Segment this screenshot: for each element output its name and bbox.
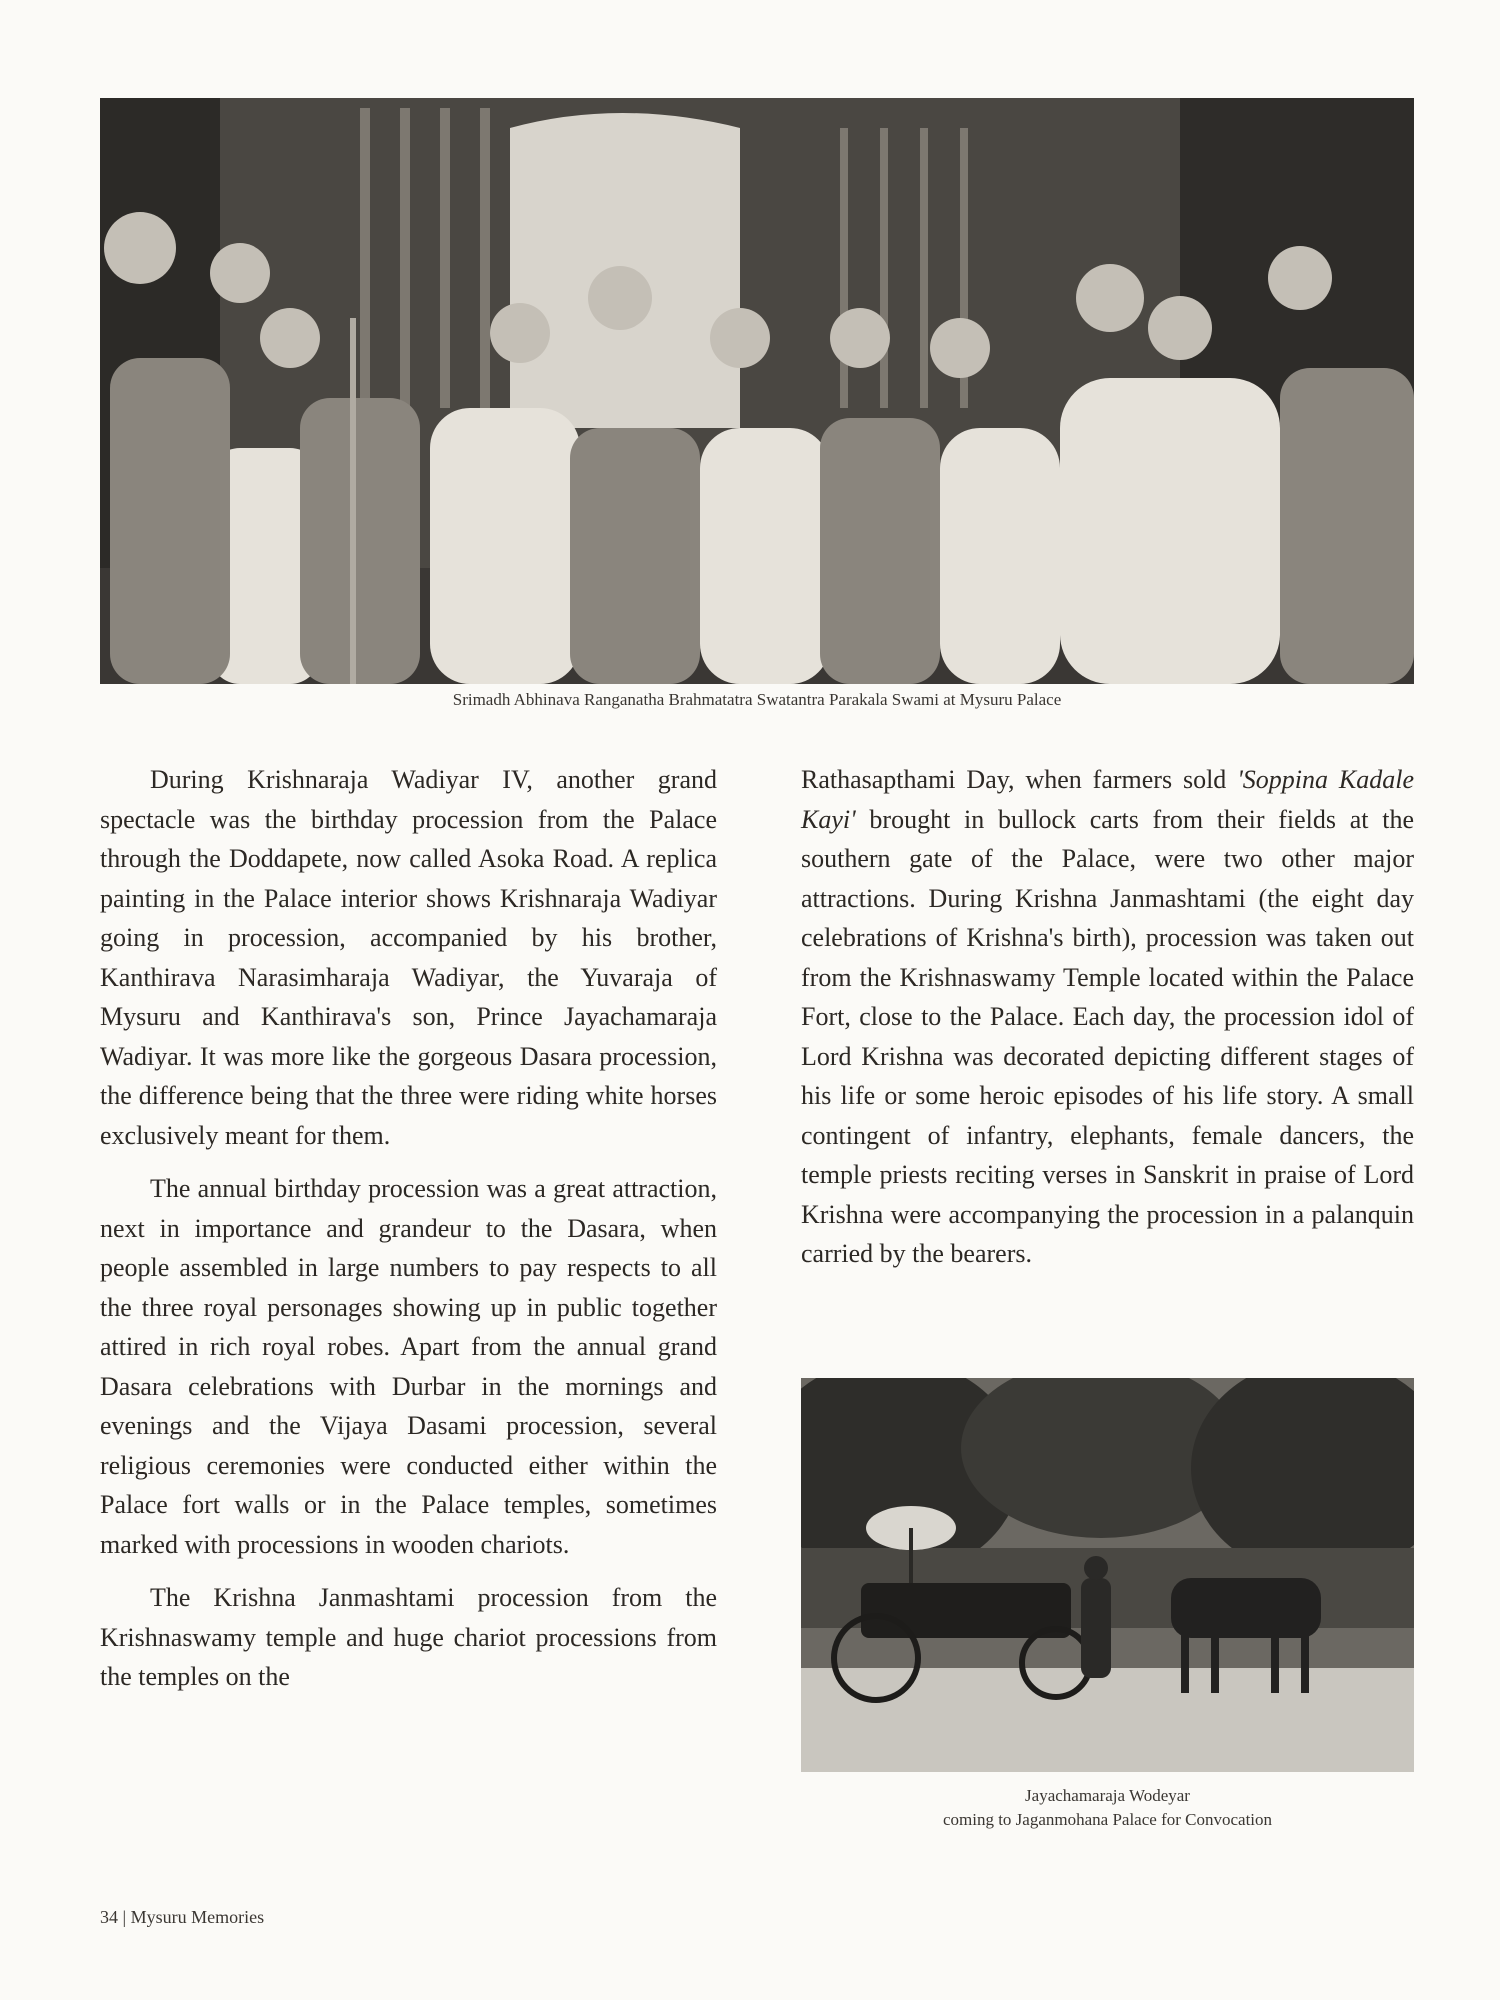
- procession-photo: [100, 98, 1414, 684]
- paragraph-rathasapthami: [801, 760, 1414, 1274]
- left-text-column: [100, 760, 717, 1711]
- paragraph-birthday-procession: During Krishnaraja Wadiyar IV, another grand spectacle was the birthday procession from the Palace through the Doddapete, now called Asoka Road. A replica painting in the Palace interior shows Krishnaraja Wadiyar going in procession, accompanied by his brother, Kanthirava Narasimharaja Wadiyar, the Yuvaraja of Mysuru and Kanthirava's son, Prince Jayachamaraja Wadiyar. It was more like the gorgeous Dasara procession, the difference being that the three were riding white horses exclusively meant for them.: [100, 765, 717, 1150]
- carriage-photo-illustration: [801, 1378, 1414, 1772]
- paragraph-annual-procession: The annual birthday procession was a great attraction, next in importance and grandeur to the Dasara, when people assembled in large numbers to pay respects to all the three royal personages showing up in public together attired in rich royal robes. Apart from the annual grand Dasara celebrations with Durbar in the mornings and evenings and the Vijaya Dasami procession, several religious ceremonies were conducted either within the Palace fort walls or in the Palace temples, sometimes marked with processions in wooden chariots.: [100, 1174, 717, 1559]
- paragraph-janmashtami-procession: The Krishna Janmashtami procession from the Krishnaswamy temple and huge chariot processions from the temples on the: [100, 1583, 717, 1691]
- rathasapthami-text-start: Rathasapthami Day, when farmers sold: [801, 765, 1238, 794]
- page-footer: 34 | Mysuru Memories: [100, 1907, 265, 1927]
- procession-photo-caption: Srimadh Abhinava Ranganatha Brahmatatra Swatantra Parakala Swami at Mysuru Palace: [452, 690, 1062, 709]
- soppina-kadale-kayi-term: 'Soppina Kadale Kayi': [801, 765, 1414, 834]
- rathasapthami-text-end: brought in bullock carts from their fields at the southern gate of the Palace, were two other major attractions. During Krishna Janmashtami (the eight day celebrations of Krishna's birth), procession was taken out from the Krishnaswamy Temple located within the Palace Fort, close to the Palace. Each day, the procession idol of Lord Krishna was decorated depicting different stages of his life or some heroic episodes of his life story. A small contingent of infantry, elephants, female dancers, the temple priests reciting verses in Sanskrit in praise of Lord Krishna were accompanying the procession in a palanquin carried by the bearers.: [801, 804, 1414, 1268]
- carriage-photo-caption: [801, 1784, 1414, 1832]
- procession-photo-illustration: [100, 98, 1414, 684]
- carriage-caption-line-2: coming to Jaganmohana Palace for Convocation: [942, 1810, 1273, 1829]
- right-text-column: [801, 760, 1414, 1288]
- carriage-photo: [801, 1378, 1414, 1772]
- carriage-caption-line-1: Jayachamaraja Wodeyar: [1025, 1786, 1190, 1805]
